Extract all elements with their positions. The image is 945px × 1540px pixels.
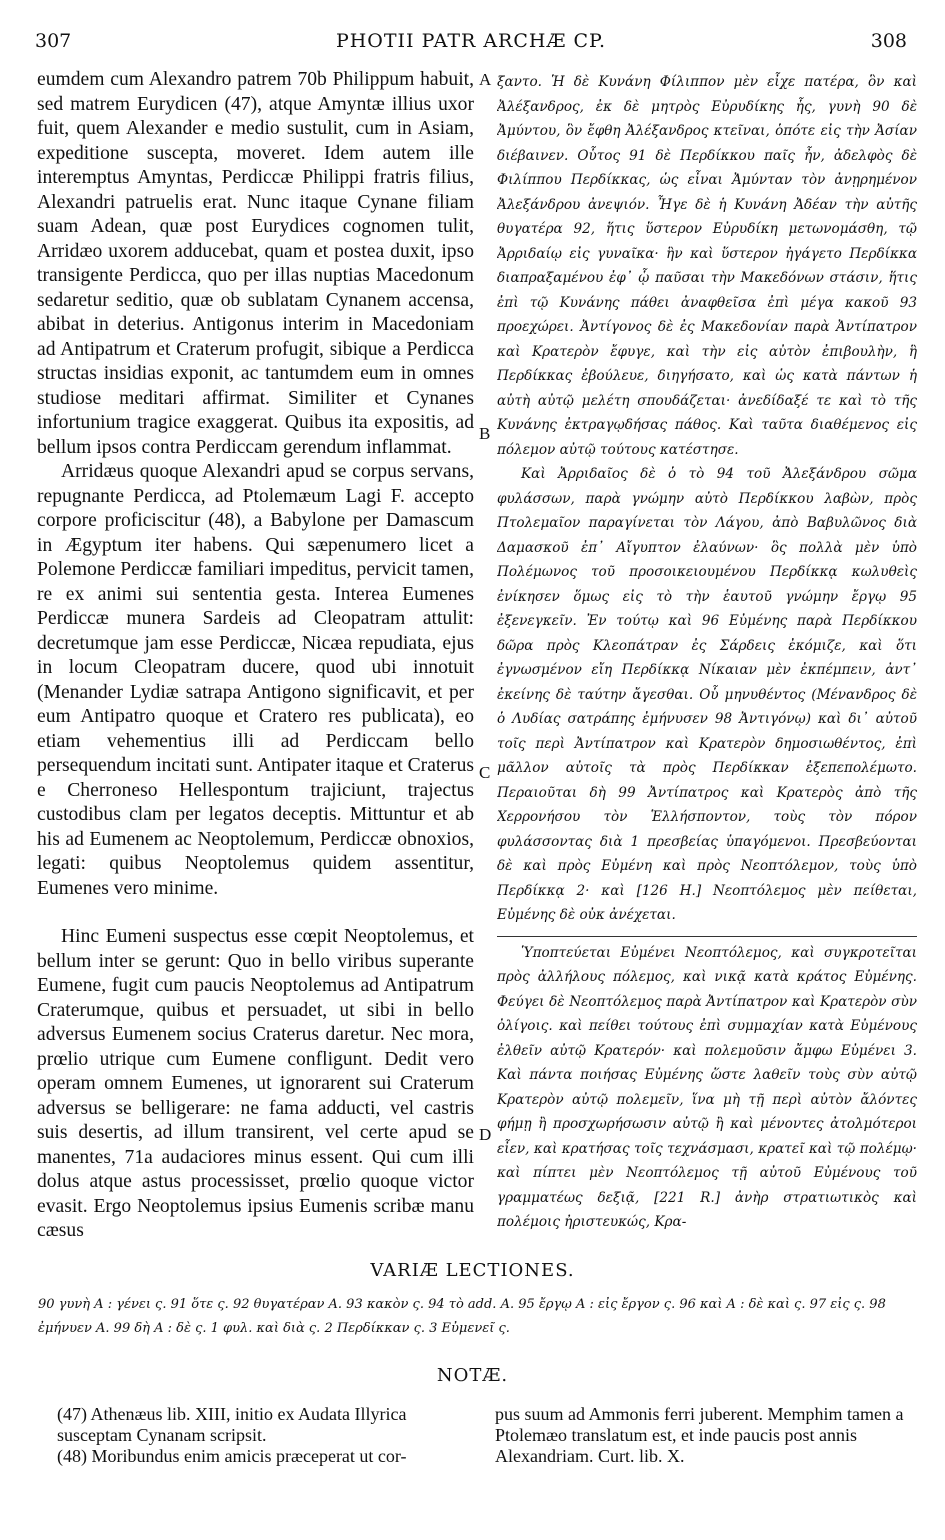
greek-paragraph-2: Καὶ Ἀρριδαῖος δὲ ὁ τὸ 94 τοῦ Ἀλεξάνδρου σῶμα φυλάσσων, παρὰ γνώμην αὐτὸ Περδίκκου λαβὼν, πρὸς Πτολεμαῖον παραγίνεται τὸν Λάγου, ἀπὸ Βαβυλῶνος διὰ Δαμασκοῦ ἐπ᾽ Αἴγυπτον ἐλαύνων· ὃς πολλὰ μὲν ὑπὸ Πολέμωνος τοῦ προσοικειουμένου Περδίκκᾳ κωλυθεὶς ἐνίκησεν ὅμως εἰς τὸ τὴν ἑαυτοῦ γνώμην ἔργῳ 95 ἐξενεγκεῖν. Ἐν τούτῳ καὶ 96 Εὐμένης παρὰ Περδίκκου δῶρα πρὸς Κλεοπάτραν ἐς Σάρδεις ἐκόμιζε, καὶ ὅτι ἐγνωσμένον εἴη Περδίκκᾳ Νίκαιαν μὲν ἐκπέμπειν, ἀντ᾽ ἐκείνης δὲ ταύτην ἄγεσθαι. Οὗ μηνυθέντος (Μένανδρος δὲ ὁ Λυδίας σατράπης ἐμήνυσεν 98 Ἀντιγόνῳ) καὶ δι᾽ αὐτοῦ τοῖς περὶ Ἀντίπατρον καὶ Κρατερὸν δημοσιωθέντος, ἐπὶ μᾶλλον αὐτοῖς τὰ πρὸς Περδίκκαν ἐξεπεπολέμωτο. Περαιοῦται δὴ 99 Ἀντίπατρος καὶ Κρατερὸς ἀπὸ τῆς Χερρονήσου τὸν Ἑλλήσποντον, τοὺς τὸν πόρον φυλάσσοντας διὰ 1 πρεσβείας ὑπαγόμενοι. Πρεσβεύονται δὲ καὶ πρὸς Εὐμένη καὶ πρὸς Νεοπτόλεμον, τοὺς ὑπὸ Περδίκκᾳ 2· καὶ [126 H.] Νεοπτόλεμος μὲν πείθεται, Εὐμένης δὲ οὐκ ἀνέχεται. — [497, 466, 917, 923]
latin-column — [37, 68, 474, 1244]
margin-marker-d: D — [479, 1125, 492, 1144]
variae-lectiones-title: VARIÆ LECTIONES. — [370, 1260, 575, 1281]
greek-column — [497, 70, 917, 1235]
page-number-right: 308 — [870, 30, 907, 52]
page-number-left: 307 — [35, 30, 72, 52]
latin-paragraph-1: eumdem cum Alexandro patrem 70b Philippum habuit, sed matrem Eurydicen (47), atque Amyntæ illius uxor fuit, quem Alexander e medio sustulit, cum in Asiam, expeditione suscepta, moveret. Idem autem ille interemptus Amyntas, Perdiccæ Philippi fratris filius, Alexandri patruelis erat. Nunc itaque Cynane filiam suam Adean, quæ post Eurydices cognomen tulit, Arridæo uxorem adducebat, quam et postea duxit, ipso transigente Perdicca, quo per illas nuptias Macedonum sedaretur seditio, quæ ob sublatam Cynanem accensa, abibat in deterius. Antigonus interim in Macedoniam ad Antipatrum et Craterum profugit, sibique a Perdicca structas insidias exponit, ac tantumdem eum in omnes studiose meditari affirmat. Similiter et Cynanes infortunium tragice exaggerat. Quibus ita expositis, ad bellum ipsos contra Perdiccam gerendum inflammat. — [37, 69, 474, 458]
notae-title: NOTÆ. — [436, 1365, 509, 1386]
paragraph-rule — [497, 936, 917, 937]
latin-paragraph-3: Hinc Eumeni suspectus esse cœpit Neoptolemus, et bellum inter se gerunt: Quo in bello viribus superante Eumene, fugit cum paucis Neoptolemus ad Antipatrum Craterumque, quibus et persuadet, ut sibi in bello adversus Eumenem socius Craterus daretur. Nec mora, prœlio utrique cum Eumene confligunt. Dedit vero operam omnem Eumenes, ut ignorarent sui Craterum adversus se belligerare: ne fama adducti, vel castris suis desertis, ad illum transirent, vel certe apud se manentes, 71a audaciores minus essent. Qui cum illi dolus atque astus processisset, prœlio quoque victor evasit. Ergo Neoptolemus ipsius Eumenis scribæ manu cæsus — [37, 926, 474, 1241]
page-header — [35, 30, 907, 56]
margin-marker-c: C — [479, 763, 491, 782]
note-47: (47) Athenæus lib. XIII, initio ex Audata Illyrica susceptam Cynanam scripsit. — [57, 1404, 407, 1445]
notes-right-column — [495, 1404, 915, 1467]
running-title: PHOTII PATR ARCHÆ CP. — [335, 30, 607, 52]
margin-marker-b: B — [479, 424, 491, 443]
margin-marker-a: A — [479, 70, 492, 89]
greek-paragraph-3: Ὑποπτεύεται Εὐμένει Νεοπτόλεμος, καὶ συγκροτεῖται πρὸς ἀλλήλους πόλεμος, καὶ νικᾷ κατὰ κράτος Εὐμένης. Φεύγει δὲ Νεοπτόλεμος παρὰ Ἀντίπατρον καὶ Κρατερὸν σὺν ὀλίγοις. καὶ πείθει τούτους ἐπὶ συμμαχίαν κατὰ Εὐμένους ἐλθεῖν αὐτῷ Κρατερόν· καὶ πολεμοῦσιν ἄμφω Εὐμένει 3. Καὶ πάντα ποιήσας Εὐμένης ὥστε λαθεῖν τοὺς σὺν αὐτῷ Κρατερὸν αὐτῷ πολεμεῖν, ἵνα μὴ τῇ περὶ αὐτὸν ἄλόντες φήμῃ ἢ προσχωρήσωσιν αὐτῷ ἢ καὶ μένοντες ἀτολμότεροι εἶεν, καὶ κρατήσας τοῖς τεχνάσμασι, κρατεῖ καὶ τῷ πολέμῳ· καὶ πίπτει μὲν Νεοπτόλεμος τῇ αὐτοῦ Εὐμένους τοῦ γραμματέως δεξιᾷ, [221 R.] ἀνὴρ στρατιωτικὸς καὶ πολέμοις ἠριστευκώς, Κρα- — [497, 944, 917, 1230]
variae-lectiones-text: 90 γυνὴ A : γένει ς. 91 ὅτε ς. 92 θυγατέραν A. 93 κακὸν ς. 94 τὸ add. A. 95 ἔργῳ A : εἰς ἔργον ς. 96 καὶ A : δὲ καὶ ς. 97 εἰς ς. 98 ἐμήνυεν A. 99 δὴ A : δὲ ς. 1 φυλ. καὶ διὰ ς. 2 Περδίκκαν ς. 3 Εὐμενεῖ ς. — [38, 1297, 886, 1336]
note-48: (48) Moribundus enim amicis præceperat ut cor- — [57, 1446, 407, 1466]
notes-left-column — [57, 1404, 477, 1467]
greek-paragraph-1: ξαντο. Ἡ δὲ Κυνάνη Φίλιππον μὲν εἶχε πατέρα, ὃν καὶ Ἀλέξανδρος, ἐκ δὲ μητρὸς Εὐρυδίκης ἧς, γυνὴ 90 δὲ Ἀμύντου, ὃν ἔφθη Ἀλέξανδρος κτεῖναι, ὁπότε εἰς τὴν Ἀσίαν διέβαινεν. Οὗτος 91 δὲ Περδίκκου παῖς ἦν, ἀδελφὸς δὲ Φιλίππου Περδίκκας, ὡς εἶναι Ἀμύνταν τὸν ἀνῃρημένον Ἀλεξάνδρου ἀνεψιόν. Ἦγε δὲ ἡ Κυνάνη Ἀδέαν τὴν αὐτῆς θυγατέρα 92, ἥτις ὕστερον Εὐρυδίκη μετωνομάσθη, τῷ Ἀρριδαίῳ εἰς γυναῖκα· ἣν καὶ ὕστερον ἠγάγετο Περδίκκα διαπραξαμένου ἐφ᾽ ᾧ παῦσαι τὴν Μακεδόνων στάσιν, ἥτις ἐπὶ τῷ Κυνάνης πάθει ἀναφθεῖσα ἐπὶ μέγα κακοῦ 93 προεχώρει. Ἀντίγονος δὲ ἐς Μακεδονίαν παρὰ Ἀντίπατρον καὶ Κρατερὸν ἔφυγε, καὶ τὴν εἰς αὐτὸν ἐπιβουλὴν, ἣ Περδίκκας ἐβούλευε, διηγήσατο, καὶ ὡς κατὰ πάντων ἡ αὐτὴ αὐτῷ μελέτη σπουδάζεται· ἀνεδίδαξέ τε καὶ τὸ τῆς Κυνάνης ἐκτραγῳδήσας πάθος. Καὶ ταῦτα διαθέμενος εἰς πόλεμον αὐτῷ τούτους κατέστησε. — [497, 74, 917, 458]
latin-paragraph-2: Arridæus quoque Alexandri apud se corpus servans, repugnante Perdicca, ad Ptolemæum Lagi F. accepto corpore proficiscitur (48), a Babylone per Damascum in Ægyptum iter habens. Qui sæpenumero licet a Polemone Perdiccæ familiari impeditus, pervicit tamen, re ex animi sui sententia gesta. Interea Eumenes Perdiccæ munera Sardeis ad Cleopatram attulit: decretumque jam esse Perdiccæ, Nicæa repudiata, ejus in locum Cleopatram ducere, quod ubi innotuit (Menander Lydiæ satrapa Antigono significavit, et per eum Antipatro quoque et Cratero res publicata), eo etiam vehementius illi ad Perdiccam bello persequendum incitati sunt. Antipater itaque et Craterus e Cherroneso Hellespontum trajiciunt, trajectus custodibus clam per legatos deceptis. Mittuntur et ab his ad Eumenem ac Neoptolemum, Perdiccæ obnoxios, legati: quibus Neoptolemus quidem assentitur, Eumenes vero minime. — [37, 461, 474, 899]
note-48-continued: pus suum ad Ammonis ferri juberent. Memphim tamen a Ptolemæo translatum est, et inde paucis post annis Alexandriam. Curt. lib. X. — [495, 1404, 904, 1466]
